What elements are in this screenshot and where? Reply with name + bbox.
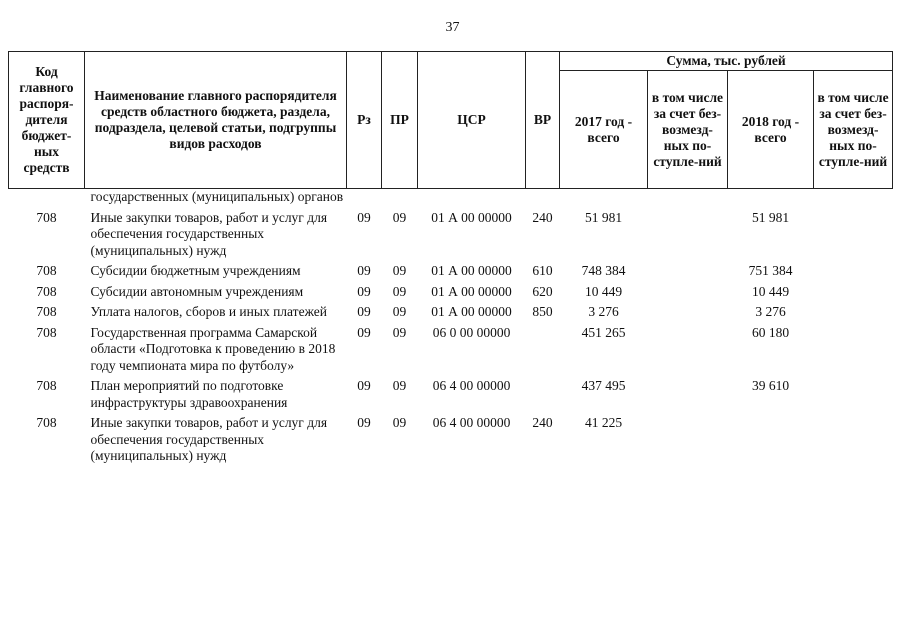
row-csr: 06 4 00 00000 bbox=[432, 378, 511, 393]
row-rz: 09 bbox=[357, 304, 371, 319]
header-2018-total: 2018 год - всего bbox=[728, 71, 814, 189]
row-2017-total: 451 265 bbox=[581, 324, 626, 340]
row-2017-total bbox=[560, 189, 648, 209]
row-2018-grants bbox=[814, 324, 893, 378]
row-2018-grants bbox=[814, 262, 893, 283]
budget-table bbox=[8, 51, 893, 468]
table-row bbox=[9, 283, 893, 304]
row-csr: 01 А 00 00000 bbox=[431, 283, 512, 299]
table-header bbox=[9, 52, 893, 189]
row-rz: 09 bbox=[357, 283, 371, 299]
row-vr: 240 bbox=[532, 209, 553, 225]
row-code: 708 bbox=[36, 304, 57, 319]
header-name: Наименование главного распорядителя средств областного бюджета, раздела, подраздела, целевой статьи, подгруппы видов расходов bbox=[85, 52, 347, 189]
page-number: 37 bbox=[445, 20, 460, 35]
row-2018-grants bbox=[814, 303, 893, 324]
row-2018-grants bbox=[814, 209, 893, 263]
row-csr: 06 0 00 00000 bbox=[432, 324, 511, 340]
row-2017-grants bbox=[648, 324, 728, 378]
header-2017-grants: в том числе за счет без-возмезд-ных по-ступле-ний bbox=[648, 71, 728, 189]
row-pr: 09 bbox=[392, 304, 407, 319]
row-2018-total bbox=[728, 414, 814, 468]
table-row bbox=[9, 303, 893, 324]
row-csr bbox=[418, 189, 526, 209]
row-code: 708 bbox=[36, 283, 57, 299]
row-2018-total: 51 981 bbox=[751, 209, 790, 225]
row-2018-total: 10 449 bbox=[751, 283, 790, 299]
table-row bbox=[9, 324, 893, 378]
header-rz: Рз bbox=[347, 52, 382, 189]
row-2018-total: 60 180 bbox=[751, 324, 790, 340]
header-code: Код главного распоря-дителя бюджет-ных средств bbox=[9, 52, 85, 189]
row-vr bbox=[526, 189, 560, 209]
row-2017-grants bbox=[648, 189, 728, 209]
row-2018-total: 751 384 bbox=[748, 263, 793, 278]
row-2017-grants bbox=[648, 414, 728, 468]
header-sum: Сумма, тыс. рублей bbox=[560, 52, 893, 71]
row-pr: 09 bbox=[392, 378, 407, 393]
header-csr: ЦСР bbox=[418, 52, 526, 189]
row-2017-total: 41 225 bbox=[584, 415, 623, 430]
row-code: 708 bbox=[36, 378, 57, 393]
header-pr: ПР bbox=[382, 52, 418, 189]
row-2018-grants bbox=[814, 377, 893, 414]
row-pr: 09 bbox=[392, 209, 407, 225]
row-2017-total: 748 384 bbox=[581, 263, 626, 278]
row-csr: 01 А 00 00000 bbox=[431, 263, 512, 278]
row-pr: 09 bbox=[392, 415, 407, 430]
table-row bbox=[9, 189, 893, 209]
row-2018-grants bbox=[814, 283, 893, 304]
row-vr: 610 bbox=[532, 263, 553, 278]
header-vr: ВР bbox=[526, 52, 560, 189]
row-name: Субсидии бюджетным учреждениям bbox=[90, 263, 301, 278]
row-pr: 09 bbox=[392, 263, 407, 278]
row-name: Иные закупки товаров, работ и услуг для обеспечения государственных (муниципальных) нужд bbox=[90, 209, 328, 258]
row-2017-grants bbox=[648, 209, 728, 263]
row-2018-grants bbox=[814, 414, 893, 468]
row-2017-total: 10 449 bbox=[584, 283, 623, 299]
row-vr: 240 bbox=[532, 415, 553, 430]
row-name: Государственная программа Самарской области «Подготовка к проведению в 2018 году чемпионата мира по футболу» bbox=[90, 324, 336, 373]
row-2018-total: 3 276 bbox=[755, 304, 786, 319]
row-name: План мероприятий по подготовке инфраструктуры здравоохранения bbox=[90, 378, 288, 410]
row-vr bbox=[526, 377, 560, 414]
row-2018-grants bbox=[814, 189, 893, 209]
table-row bbox=[9, 414, 893, 468]
row-2017-total: 3 276 bbox=[588, 304, 619, 319]
table-row bbox=[9, 209, 893, 263]
row-2018-total: 39 610 bbox=[751, 378, 790, 393]
row-2017-grants bbox=[648, 262, 728, 283]
row-vr: 620 bbox=[532, 283, 553, 299]
row-name: Уплата налогов, сборов и иных платежей bbox=[90, 304, 327, 319]
row-rz: 09 bbox=[357, 378, 371, 393]
row-vr: 850 bbox=[532, 304, 553, 319]
row-rz bbox=[347, 189, 382, 209]
header-2017-total: 2017 год - всего bbox=[560, 71, 648, 189]
table-row bbox=[9, 262, 893, 283]
row-csr: 01 А 00 00000 bbox=[431, 304, 512, 319]
row-rz: 09 bbox=[357, 324, 371, 340]
row-2017-grants bbox=[648, 303, 728, 324]
row-code: 708 bbox=[36, 415, 57, 430]
row-code bbox=[9, 189, 85, 209]
row-csr: 01 А 00 00000 bbox=[431, 209, 512, 225]
table-body bbox=[9, 189, 893, 468]
row-2017-grants bbox=[648, 283, 728, 304]
row-code: 708 bbox=[36, 263, 57, 278]
row-name: Субсидии автономным учреждениям bbox=[90, 283, 304, 299]
row-code: 708 bbox=[36, 324, 57, 340]
row-2017-total: 437 495 bbox=[581, 378, 626, 393]
row-code: 708 bbox=[36, 209, 57, 225]
row-name: Иные закупки товаров, работ и услуг для обеспечения государственных (муниципальных) нужд bbox=[90, 415, 328, 463]
row-pr bbox=[382, 189, 418, 209]
row-2017-grants bbox=[648, 377, 728, 414]
row-pr: 09 bbox=[392, 283, 407, 299]
row-2018-total bbox=[728, 189, 814, 209]
header-2018-grants: в том числе за счет без-возмезд-ных по-ступле-ний bbox=[814, 71, 893, 189]
row-rz: 09 bbox=[357, 415, 371, 430]
row-vr bbox=[526, 324, 560, 378]
row-rz: 09 bbox=[357, 263, 371, 278]
row-pr: 09 bbox=[392, 324, 407, 340]
row-rz: 09 bbox=[357, 209, 371, 225]
table-row bbox=[9, 377, 893, 414]
row-name: государственных (муниципальных) органов bbox=[90, 189, 344, 204]
row-csr: 06 4 00 00000 bbox=[432, 415, 511, 430]
row-2017-total: 51 981 bbox=[584, 209, 623, 225]
